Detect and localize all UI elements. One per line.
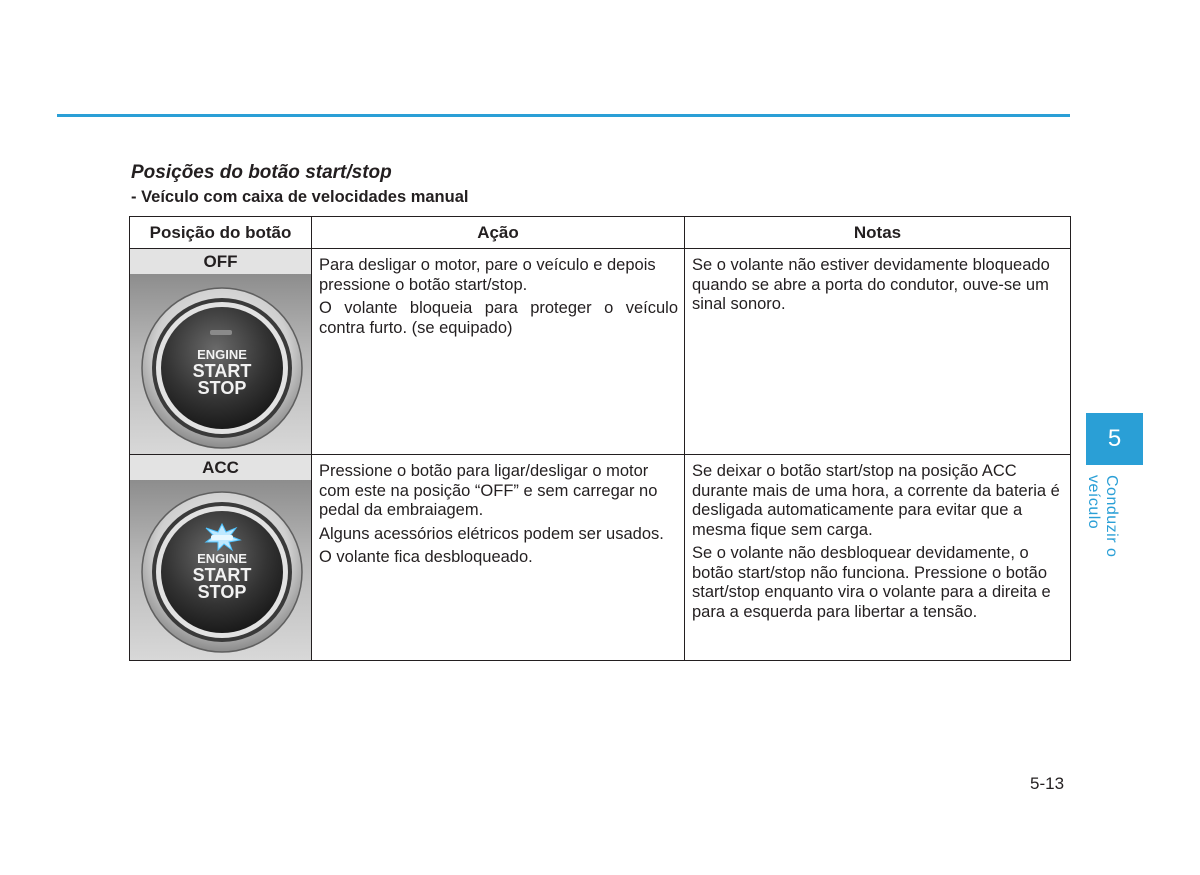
- action-paragraph: Pressione o botão para ligar/desligar o motor com este na posição “OFF” e sem carregar no pedal da embraiagem.: [319, 462, 658, 519]
- notes-paragraph: Se deixar o botão start/stop na posição ACC durante mais de uma hora, a corrente da bateria é desligada automaticamente para evitar que a mesma fique sem carga.: [692, 462, 1060, 539]
- button-label-stop: STOP: [197, 582, 247, 602]
- chapter-number-tab: 5: [1086, 413, 1143, 465]
- start-stop-button-off-icon: [130, 274, 311, 454]
- button-label-start: START: [192, 565, 252, 585]
- table-row-acc: [130, 455, 1071, 661]
- notes-cell: [685, 249, 1071, 455]
- position-label: ACC: [130, 455, 311, 480]
- action-paragraph: Alguns acessórios elétricos podem ser usados.: [319, 524, 664, 543]
- header-action: Ação: [312, 217, 685, 249]
- notes-cell: [685, 455, 1071, 661]
- action-cell: [312, 455, 685, 661]
- action-cell: [312, 249, 685, 455]
- button-label-stop: STOP: [197, 378, 247, 398]
- table-row-off: [130, 249, 1071, 455]
- button-label-engine: ENGINE: [197, 551, 247, 566]
- page-number: 5-13: [1030, 774, 1065, 793]
- button-label-start: START: [192, 361, 252, 381]
- top-rule: [57, 114, 1070, 117]
- button-positions-table: [129, 216, 1071, 661]
- notes-paragraph: Se o volante não estiver devidamente bloqueado quando se abre a porta do condutor, ouve-se um sinal sonoro.: [692, 256, 1050, 313]
- action-paragraph: O volante bloqueia para proteger o veículo contra furto. (se equipado): [319, 299, 678, 337]
- table-header-row: [130, 217, 1071, 249]
- start-stop-button-acc-icon: [130, 480, 311, 660]
- button-label-engine: ENGINE: [197, 347, 247, 362]
- header-position: Posição do botão: [130, 217, 312, 249]
- action-paragraph: O volante fica desbloqueado.: [319, 548, 533, 566]
- chapter-title: Conduzir o veículo: [1085, 475, 1120, 558]
- position-cell: [130, 455, 312, 661]
- start-stop-button-image: [130, 480, 311, 660]
- header-notes: Notas: [685, 217, 1071, 249]
- notes-paragraph: Se o volante não desbloquear devidamente, o botão start/stop não funciona. Pressione o botão start/stop enquanto vira o volante para a direita e para a esquerda para libertar a tensão.: [692, 544, 1051, 621]
- section-title: Posições do botão start/stop: [131, 162, 392, 183]
- action-paragraph: Para desligar o motor, pare o veículo e depois pressione o botão start/stop.: [319, 256, 656, 294]
- indicator-off: [210, 330, 232, 335]
- start-stop-button-image: [130, 274, 311, 454]
- position-label: OFF: [130, 249, 311, 274]
- position-cell: [130, 249, 312, 455]
- section-subtitle: - Veículo com caixa de velocidades manual: [131, 188, 469, 206]
